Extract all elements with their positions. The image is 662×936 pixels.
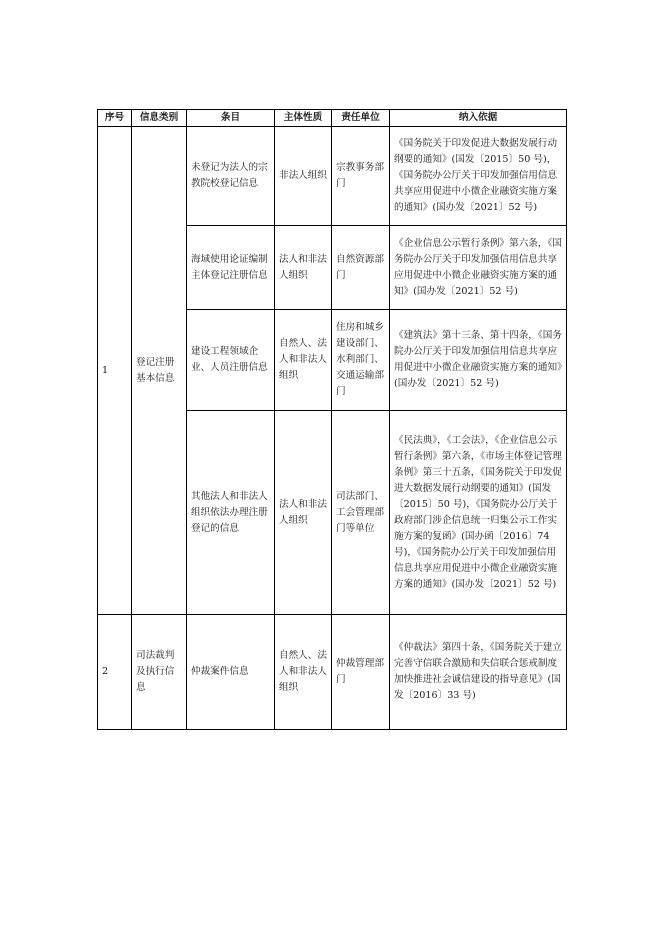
header-nature: 主体性质 — [275, 110, 332, 127]
table-row — [98, 127, 567, 226]
unit-cell: 仲裁管理部门 — [332, 615, 390, 730]
item-cell: 建设工程领域企业、人员注册信息 — [187, 310, 275, 411]
nature-cell: 自然人、法人和非法人组织 — [275, 310, 332, 411]
unit-cell: 住房和城乡建设部门、水利部门、交通运输部门 — [332, 310, 390, 411]
table-body — [98, 127, 567, 730]
unit-cell: 司法部门、工会管理部门等单位 — [332, 411, 390, 615]
basis-cell: 《建筑法》第十三条、第十四条，《国务院办公厅关于印发加强信用信息共享应用促进中小微企业融资实施方案的通知》(国办发〔2021〕52 号) — [390, 310, 567, 411]
item-cell: 仲裁案件信息 — [187, 615, 275, 730]
header-basis: 纳入依据 — [390, 110, 567, 127]
unit-cell: 宗教事务部门 — [332, 127, 390, 226]
basis-cell: 《仲裁法》第四十条，《国务院关于建立完善守信联合激励和失信联合惩戒制度加快推进社会诚信建设的指导意见》(国发〔2016〕33 号) — [390, 615, 567, 730]
nature-cell: 法人和非法人组织 — [275, 411, 332, 615]
header-seq: 序号 — [98, 110, 132, 127]
category-cell: 登记注册基本信息 — [132, 127, 187, 615]
nature-cell: 自然人、法人和非法人组织 — [275, 615, 332, 730]
seq-cell: 1 — [98, 127, 132, 615]
nature-cell: 法人和非法人组织 — [275, 226, 332, 310]
header-unit: 责任单位 — [332, 110, 390, 127]
item-cell: 海域使用论证编制主体登记注册信息 — [187, 226, 275, 310]
basis-cell: 《企业信息公示暂行条例》第六条，《国务院办公厅关于印发加强信用信息共享应用促进中小微企业融资实施方案的通知》(国办发〔2021〕52 号) — [390, 226, 567, 310]
category-cell: 司法裁判及执行信息 — [132, 615, 187, 730]
unit-cell: 自然资源部门 — [332, 226, 390, 310]
header-row — [98, 110, 567, 127]
table-header — [98, 110, 567, 127]
credit-info-table — [97, 109, 567, 730]
item-cell: 其他法人和非法人组织依法办理注册登记的信息 — [187, 411, 275, 615]
basis-cell: 《民法典》，《工会法》，《企业信息公示暂行条例》第六条，《市场主体登记管理条例》第三十五条，《国务院关于印发促进大数据发展行动纲要的通知》(国发〔2015〕50 号)，《国务院办公厅关于政府部门涉企信息统一归集公示工作实施方案的复函》(国办函〔2016〕74 号)，《国务院办公厅关于印发加强信用信息共享应用促进中小微企业融资实施方案的通知》(国办发〔2021〕52 号) — [390, 411, 567, 615]
item-cell: 未登记为法人的宗教院校登记信息 — [187, 127, 275, 226]
basis-cell: 《国务院关于印发促进大数据发展行动纲要的通知》(国发〔2015〕50 号)，《国务院办公厅关于印发加强信用信息共享应用促进中小微企业融资实施方案的通知》(国办发〔2021〕52 号) — [390, 127, 567, 226]
seq-cell: 2 — [98, 615, 132, 730]
table-row — [98, 615, 567, 730]
nature-cell: 非法人组织 — [275, 127, 332, 226]
header-item: 条目 — [187, 110, 275, 127]
header-category: 信息类别 — [132, 110, 187, 127]
